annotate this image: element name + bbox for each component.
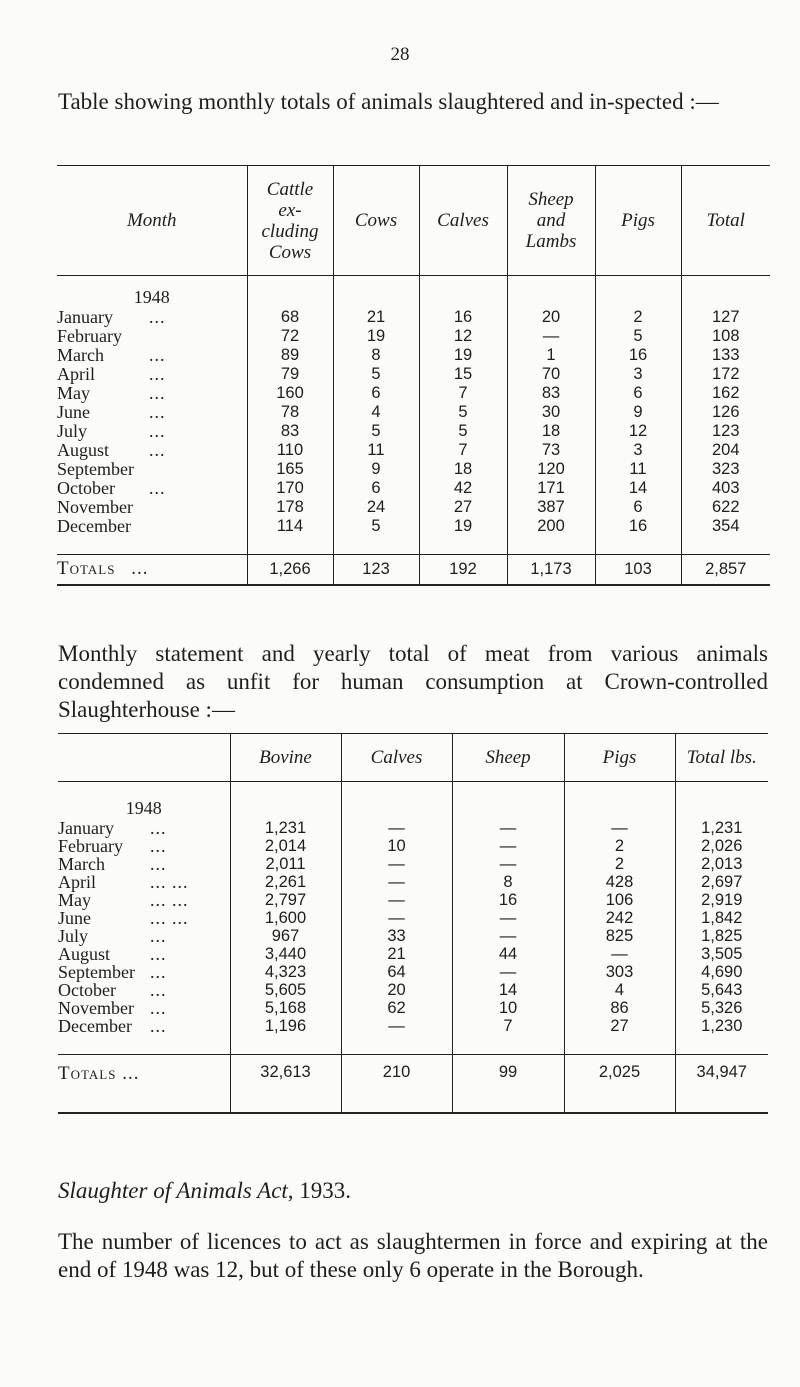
- month-cell: December: [57, 515, 131, 536]
- calves-cell: 62: [341, 999, 452, 1017]
- table-row: [58, 963, 768, 981]
- month-cell: July ...: [57, 420, 166, 441]
- total-cell: 2,697: [675, 873, 768, 891]
- month-cell: January ...: [57, 306, 166, 327]
- calves-cell: 19: [419, 517, 507, 536]
- cows-cell: 21: [333, 308, 419, 327]
- sheep-cell: —: [452, 909, 564, 927]
- pigs-cell: 12: [595, 422, 681, 441]
- cows-cell: 6: [333, 479, 419, 498]
- total-cell: 1,825: [675, 927, 768, 945]
- month-cell: October ...: [58, 979, 167, 1000]
- bovine-cell: 4,323: [230, 963, 341, 981]
- cattle-cell: 89: [247, 346, 333, 365]
- cows-cell: 19: [333, 327, 419, 346]
- slaughter-table: [57, 165, 770, 586]
- table-row: [58, 855, 768, 873]
- pigs-cell: 9: [595, 403, 681, 422]
- month-cell: March ...: [57, 344, 166, 365]
- table-row: [58, 873, 768, 891]
- total-cell: 2,013: [675, 855, 768, 873]
- pigs-cell: 16: [595, 517, 681, 536]
- calves-cell: 10: [341, 837, 452, 855]
- bovine-cell: 1,231: [230, 819, 341, 837]
- table-row: [57, 403, 770, 422]
- month-cell: July ...: [58, 925, 167, 946]
- bovine-cell: 3,440: [230, 945, 341, 963]
- pigs-cell: 2: [564, 855, 675, 873]
- sheep-cell: 8: [452, 873, 564, 891]
- bovine-cell: 2,011: [230, 855, 341, 873]
- total-cell: 323: [681, 460, 770, 479]
- table-row: [57, 346, 770, 365]
- total-calves: 192: [419, 555, 507, 585]
- sheep-cell: —: [452, 819, 564, 837]
- table-header-row: [57, 166, 770, 276]
- month-cell: April ... ...: [58, 871, 189, 892]
- pigs-cell: 825: [564, 927, 675, 945]
- total-cell: 354: [681, 517, 770, 536]
- table-row: [57, 460, 770, 479]
- table-row: [58, 837, 768, 855]
- sheep-cell: 171: [507, 479, 595, 498]
- sheep-cell: —: [452, 855, 564, 873]
- total-pigs: 2,025: [564, 1055, 675, 1113]
- table-row: [57, 384, 770, 403]
- total-cell: 204: [681, 441, 770, 460]
- pigs-cell: 5: [595, 327, 681, 346]
- calves-cell: —: [341, 891, 452, 909]
- page-number: 28: [390, 44, 410, 65]
- pigs-cell: 86: [564, 999, 675, 1017]
- table-row: [58, 909, 768, 927]
- total-cell: 172: [681, 365, 770, 384]
- sheep-cell: 83: [507, 384, 595, 403]
- bovine-cell: 1,196: [230, 1017, 341, 1035]
- cattle-cell: 110: [247, 441, 333, 460]
- calves-cell: 5: [419, 422, 507, 441]
- licences-paragraph: The number of licences to act as slaughtermen in force and expiring at the end of 1948 was 12, but of these only 6 operate in the Borough.: [58, 1229, 768, 1282]
- pigs-cell: 106: [564, 891, 675, 909]
- total-cell: 126: [681, 403, 770, 422]
- total-cell: 622: [681, 498, 770, 517]
- sheep-cell: 44: [452, 945, 564, 963]
- table-row: [58, 1017, 768, 1035]
- pigs-cell: 4: [564, 981, 675, 999]
- calves-cell: 16: [419, 308, 507, 327]
- cattle-cell: 170: [247, 479, 333, 498]
- cattle-cell: 114: [247, 517, 333, 536]
- table-row: [57, 365, 770, 384]
- month-cell: February ...: [58, 835, 167, 856]
- pigs-cell: 27: [564, 1017, 675, 1035]
- cows-cell: 6: [333, 384, 419, 403]
- cattle-cell: 78: [247, 403, 333, 422]
- table-row: [57, 422, 770, 441]
- pigs-cell: 2: [595, 308, 681, 327]
- cows-cell: 5: [333, 365, 419, 384]
- table-row: [57, 498, 770, 517]
- month-cell: November: [57, 496, 133, 517]
- sheep-cell: 16: [452, 891, 564, 909]
- col-sheep-header: Sheep and Lambs: [507, 166, 595, 276]
- sheep-cell: 14: [452, 981, 564, 999]
- sheep-cell: 1: [507, 346, 595, 365]
- sheep-cell: 120: [507, 460, 595, 479]
- bovine-cell: 967: [230, 927, 341, 945]
- total-cell: 133: [681, 346, 770, 365]
- sheep-cell: 200: [507, 517, 595, 536]
- calves-cell: 7: [419, 384, 507, 403]
- col-total-header: Total: [681, 166, 770, 276]
- sheep-cell: 387: [507, 498, 595, 517]
- pigs-cell: 3: [595, 441, 681, 460]
- cattle-cell: 165: [247, 460, 333, 479]
- total-bovine: 32,613: [230, 1055, 341, 1113]
- year-label: 1948: [58, 782, 230, 819]
- act-year: , 1933.: [287, 1178, 352, 1203]
- table-row: [57, 327, 770, 346]
- col-month-header: [58, 734, 230, 782]
- month-cell: September: [57, 458, 134, 479]
- total-cell: 123: [681, 422, 770, 441]
- col-cattle-header: Cattle ex- cluding Cows: [247, 166, 333, 276]
- sheep-cell: 10: [452, 999, 564, 1017]
- act-heading: [58, 1178, 351, 1204]
- calves-cell: —: [341, 819, 452, 837]
- col-month-header: Month: [126, 210, 177, 231]
- sheep-cell: —: [507, 327, 595, 346]
- total-calves: 210: [341, 1055, 452, 1113]
- month-cell: June ... ...: [58, 907, 189, 928]
- table-row: [57, 441, 770, 460]
- calves-cell: 19: [419, 346, 507, 365]
- table2-caption: Monthly statement and yearly total of meat from various animals condemned as unfit for human consumption at Crown-controlled Slaughterhouse :—: [58, 641, 768, 722]
- bovine-cell: 2,014: [230, 837, 341, 855]
- sheep-cell: 73: [507, 441, 595, 460]
- total-cell: 2,026: [675, 837, 768, 855]
- month-cell: February: [57, 325, 122, 346]
- cattle-cell: 72: [247, 327, 333, 346]
- total-cell: 1,231: [675, 819, 768, 837]
- cattle-cell: 160: [247, 384, 333, 403]
- sheep-cell: 70: [507, 365, 595, 384]
- pigs-cell: —: [564, 819, 675, 837]
- month-cell: January ...: [58, 817, 167, 838]
- bovine-cell: 2,261: [230, 873, 341, 891]
- month-cell: May ...: [57, 382, 166, 403]
- pigs-cell: 428: [564, 873, 675, 891]
- month-cell: March ...: [58, 853, 167, 874]
- bovine-cell: 5,168: [230, 999, 341, 1017]
- table-row: [58, 945, 768, 963]
- total-cell: 3,505: [675, 945, 768, 963]
- col-calves-header: Calves: [419, 166, 507, 276]
- pigs-cell: 11: [595, 460, 681, 479]
- cattle-cell: 79: [247, 365, 333, 384]
- col-pigs-header: Pigs: [595, 166, 681, 276]
- pigs-cell: 303: [564, 963, 675, 981]
- pigs-cell: 6: [595, 498, 681, 517]
- table-header-row: [58, 734, 768, 782]
- calves-cell: 64: [341, 963, 452, 981]
- cows-cell: 4: [333, 403, 419, 422]
- cattle-cell: 178: [247, 498, 333, 517]
- total-cattle: 1,266: [247, 555, 333, 585]
- calves-cell: 18: [419, 460, 507, 479]
- col-total-header: Total lbs.: [675, 734, 768, 782]
- sheep-cell: —: [452, 927, 564, 945]
- calves-cell: —: [341, 873, 452, 891]
- month-cell: September ...: [58, 961, 167, 982]
- col-bovine-header: Bovine: [230, 734, 341, 782]
- calves-cell: —: [341, 909, 452, 927]
- pigs-cell: 242: [564, 909, 675, 927]
- month-cell: November ...: [58, 997, 167, 1018]
- total-total: 2,857: [681, 555, 770, 585]
- total-sheep: 99: [452, 1055, 564, 1113]
- calves-cell: 21: [341, 945, 452, 963]
- table-row: [58, 819, 768, 837]
- month-cell: August ...: [57, 439, 166, 460]
- total-cell: 1,230: [675, 1017, 768, 1035]
- year-label: 1948: [57, 276, 247, 308]
- pigs-cell: 14: [595, 479, 681, 498]
- sheep-cell: 7: [452, 1017, 564, 1035]
- month-cell: August ...: [58, 943, 167, 964]
- calves-cell: 20: [341, 981, 452, 999]
- totals-row: [57, 555, 770, 585]
- pigs-cell: —: [564, 945, 675, 963]
- calves-cell: 12: [419, 327, 507, 346]
- total-cell: 4,690: [675, 963, 768, 981]
- total-cell: 1,842: [675, 909, 768, 927]
- total-sheep: 1,173: [507, 555, 595, 585]
- cows-cell: 5: [333, 517, 419, 536]
- table-row: [57, 308, 770, 327]
- pigs-cell: 6: [595, 384, 681, 403]
- pigs-cell: 2: [564, 837, 675, 855]
- month-cell: April ...: [57, 363, 166, 384]
- total-cell: 108: [681, 327, 770, 346]
- pigs-cell: 16: [595, 346, 681, 365]
- cattle-cell: 68: [247, 308, 333, 327]
- calves-cell: 7: [419, 441, 507, 460]
- year-row: [58, 782, 768, 819]
- bovine-cell: 5,605: [230, 981, 341, 999]
- cows-cell: 5: [333, 422, 419, 441]
- year-row: [57, 276, 770, 308]
- totals-label: Totals ...: [58, 1055, 230, 1113]
- month-cell: December ...: [58, 1015, 167, 1036]
- col-sheep-header: Sheep: [452, 734, 564, 782]
- table-row: [58, 927, 768, 945]
- sheep-cell: —: [452, 837, 564, 855]
- calves-cell: 27: [419, 498, 507, 517]
- total-cows: 123: [333, 555, 419, 585]
- calves-cell: —: [341, 855, 452, 873]
- month-cell: June ...: [57, 401, 166, 422]
- condemned-meat-table: [58, 733, 768, 1114]
- table-row: [58, 981, 768, 999]
- month-cell: May ... ...: [58, 889, 189, 910]
- bovine-cell: 2,797: [230, 891, 341, 909]
- cows-cell: 8: [333, 346, 419, 365]
- calves-cell: 5: [419, 403, 507, 422]
- sheep-cell: —: [452, 963, 564, 981]
- col-cows-header: Cows: [333, 166, 419, 276]
- total-cell: 2,919: [675, 891, 768, 909]
- table-row: [57, 479, 770, 498]
- calves-cell: 42: [419, 479, 507, 498]
- act-name: Slaughter of Animals Act: [58, 1178, 288, 1203]
- total-cell: 162: [681, 384, 770, 403]
- pigs-cell: 3: [595, 365, 681, 384]
- sheep-cell: 18: [507, 422, 595, 441]
- table-row: [57, 517, 770, 536]
- cattle-cell: 83: [247, 422, 333, 441]
- total-total: 34,947: [675, 1055, 768, 1113]
- sheep-cell: 20: [507, 308, 595, 327]
- month-cell: October ...: [57, 477, 166, 498]
- total-cell: 5,326: [675, 999, 768, 1017]
- total-cell: 5,643: [675, 981, 768, 999]
- sheep-cell: 30: [507, 403, 595, 422]
- total-cell: 127: [681, 308, 770, 327]
- totals-label: Totals ...: [57, 555, 247, 585]
- cows-cell: 11: [333, 441, 419, 460]
- col-pigs-header: Pigs: [564, 734, 675, 782]
- total-pigs: 103: [595, 555, 681, 585]
- totals-row: [58, 1055, 768, 1113]
- total-cell: 403: [681, 479, 770, 498]
- calves-cell: 15: [419, 365, 507, 384]
- table-row: [58, 891, 768, 909]
- table1-caption: Table showing monthly totals of animals slaughtered and in-spected :—: [58, 89, 719, 114]
- col-calves-header: Calves: [341, 734, 452, 782]
- cows-cell: 24: [333, 498, 419, 517]
- calves-cell: —: [341, 1017, 452, 1035]
- cows-cell: 9: [333, 460, 419, 479]
- calves-cell: 33: [341, 927, 452, 945]
- bovine-cell: 1,600: [230, 909, 341, 927]
- table-row: [58, 999, 768, 1017]
